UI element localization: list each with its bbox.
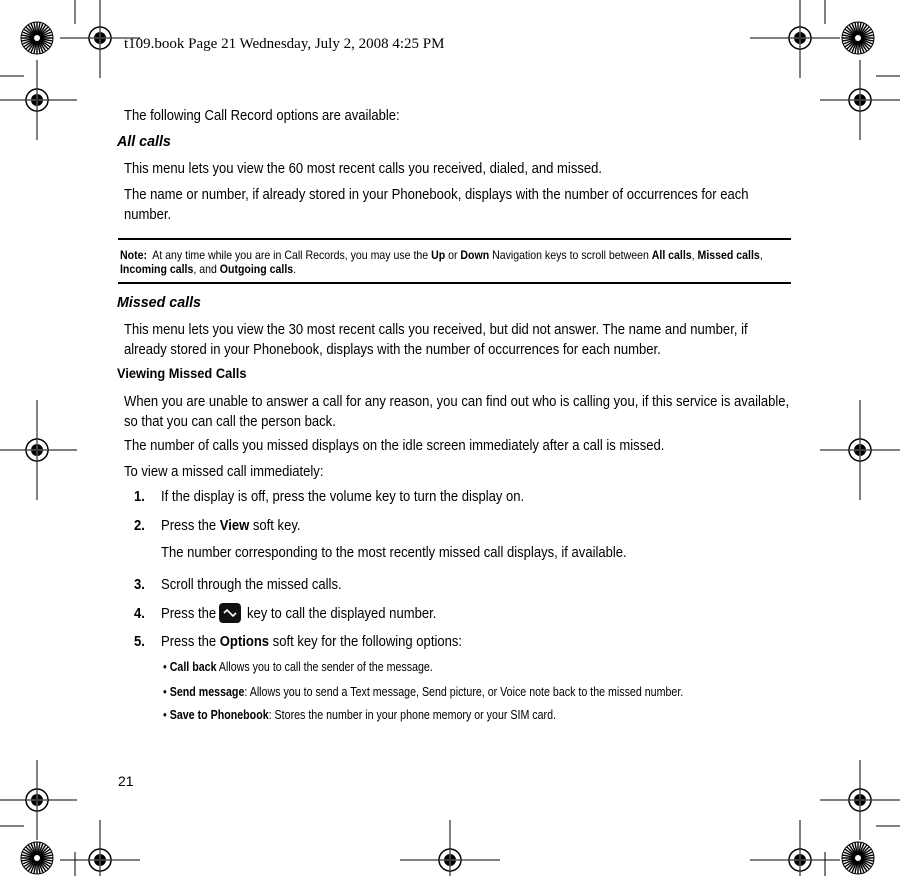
registration-mark-icon xyxy=(760,820,840,876)
section-heading-all-calls: All calls xyxy=(117,133,171,150)
note-label: Note: xyxy=(120,248,147,262)
page-header: t109.book Page 21 Wednesday, July 2, 2008 4:25 PM xyxy=(124,36,445,52)
star-mark-icon xyxy=(21,22,53,54)
step-text-post: key to call the displayed number. xyxy=(247,606,437,622)
note-box: Note: At any time while you are in Call Records, you may use the Up or Down Navigation keys to scroll between All calls, Missed calls, Incoming calls, and Outgoing calls. xyxy=(120,248,763,276)
registration-mark-icon xyxy=(760,0,840,78)
down-key-ref: Down xyxy=(460,248,490,262)
registration-mark-icon xyxy=(60,820,140,876)
all-calls-detail: The name or number, if already stored in your Phonebook, displays with the number of occurrences for each number. xyxy=(124,187,749,223)
note-bottom-rule xyxy=(118,282,791,284)
step-text: If the display is off, press the volume key to turn the display on. xyxy=(161,489,525,505)
options-key-ref: Options xyxy=(219,634,270,650)
star-mark-icon xyxy=(842,22,874,54)
step-result-text: The number corresponding to the most recently missed call displays, if available. xyxy=(161,545,627,561)
page-number: 21 xyxy=(118,773,134,789)
registration-mark-icon xyxy=(0,60,77,140)
option-bullet: • Send message: Allows you to send a Text message, Send picture, or Voice note back to the missed number. xyxy=(163,684,684,699)
step-text: Press the View soft key. xyxy=(161,518,301,534)
viewing-para-1: When you are unable to answer a call for any reason, you can find out who is calling you, if this service is available, so that you can call the person back. xyxy=(124,394,790,430)
section-heading-missed-calls: Missed calls xyxy=(117,294,201,311)
star-mark-icon xyxy=(21,842,53,874)
option-send-message: Send message xyxy=(169,684,245,699)
step-text: Press the Options soft key for the following options: xyxy=(161,634,463,650)
note-top-rule xyxy=(118,238,791,240)
registration-mark-icon xyxy=(410,820,490,876)
missed-calls-description: This menu lets you view the 30 most recent calls you received, but did not answer. The name and number, if already stored in your Phonebook, displays with the number of occurrences for each number. xyxy=(124,322,748,358)
step-number: 1. xyxy=(134,489,145,505)
star-mark-icon xyxy=(842,842,874,874)
step-number: 5. xyxy=(134,634,145,650)
step-number: 4. xyxy=(134,606,145,622)
step-number: 3. xyxy=(134,577,145,593)
step-text-pre: Press the xyxy=(161,606,217,622)
intro-text: The following Call Record options are available: xyxy=(124,108,400,124)
option-save-to-phonebook: Save to Phonebook xyxy=(169,707,269,722)
viewing-para-3: To view a missed call immediately: xyxy=(124,464,324,480)
registration-mark-icon xyxy=(820,60,900,140)
step-text: Scroll through the missed calls. xyxy=(161,577,342,593)
option-bullet: • Save to Phonebook: Stores the number in your phone memory or your SIM card. xyxy=(163,707,556,722)
option-bullet: • Call back Allows you to call the sender of the message. xyxy=(163,659,433,674)
registration-mark-icon xyxy=(0,760,77,840)
all-calls-description: This menu lets you view the 60 most recent calls you received, dialed, and missed. xyxy=(124,161,603,177)
step-number: 2. xyxy=(134,518,145,534)
registration-mark-icon xyxy=(0,410,77,490)
viewing-para-2: The number of calls you missed displays on the idle screen immediately after a call is missed. xyxy=(124,438,665,454)
option-call-back: Call back xyxy=(169,659,217,674)
subheading-viewing-missed-calls: Viewing Missed Calls xyxy=(117,366,247,381)
up-key-ref: Up xyxy=(431,248,446,262)
view-key-ref: View xyxy=(219,518,250,534)
phone-send-key-icon xyxy=(219,603,241,623)
registration-mark-icon xyxy=(820,760,900,840)
